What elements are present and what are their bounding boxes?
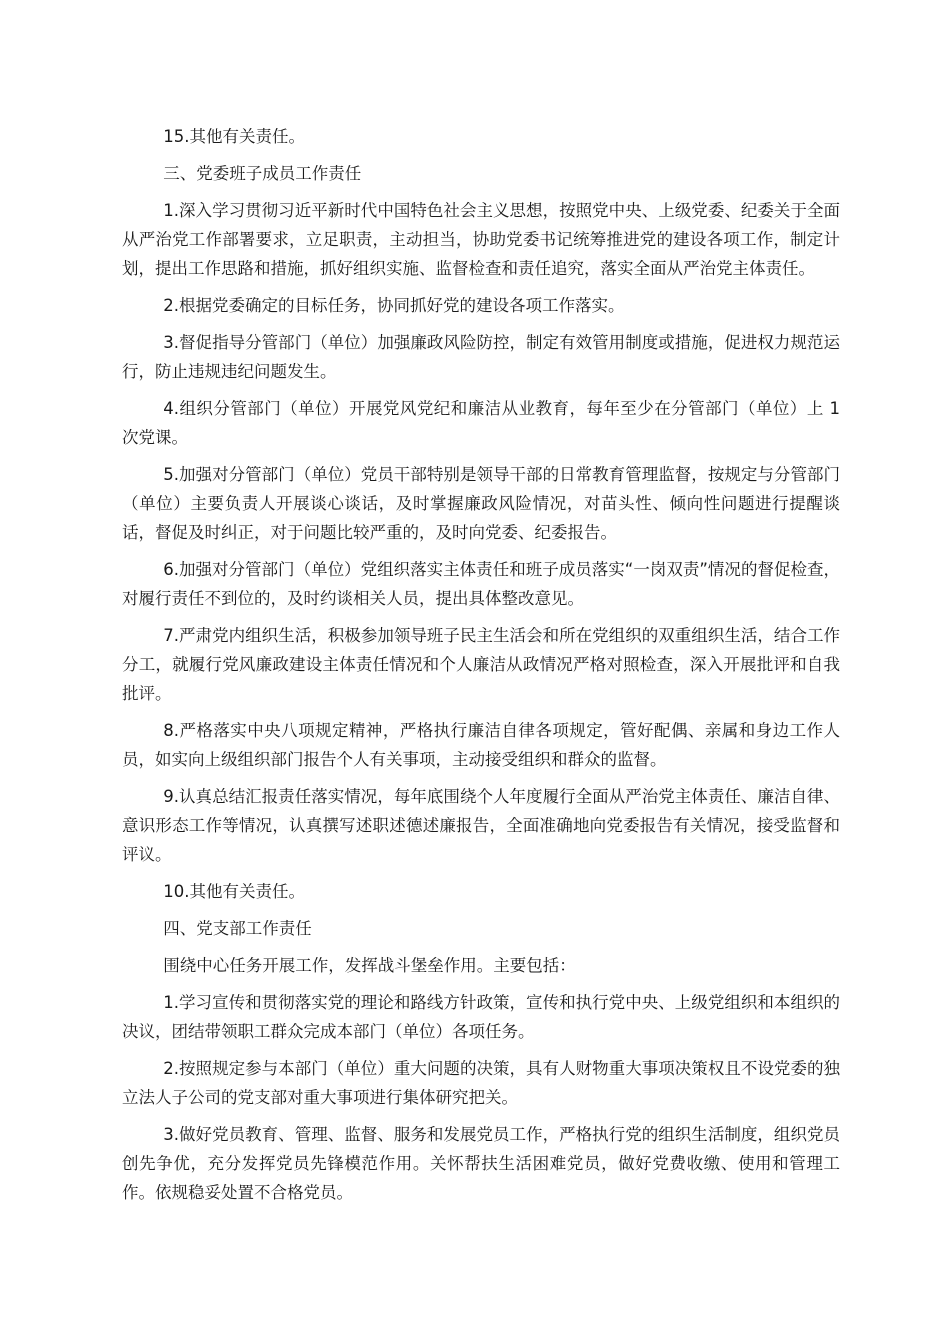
member-clause-4: 4.组织分管部门（单位）开展党风党纪和廉洁从业教育，每年至少在分管部门（单位）上 1 次党课。 — [122, 399, 840, 447]
member-clause-6: 6.加强对分管部门（单位）党组织落实主体责任和班子成员落实“一岗双责”情况的督促检查，对履行责任不到位的，及时约谈相关人员，提出具体整改意见。 — [122, 560, 840, 608]
member-clause-2: 2.根据党委确定的目标任务，协同抓好党的建设各项工作落实。 — [163, 296, 625, 315]
branch-intro: 围绕中心任务开展工作，发挥战斗堡垒作用。主要包括： — [163, 956, 576, 975]
member-clause-1: 1.深入学习贯彻习近平新时代中国特色社会主义思想，按照党中央、上级党委、纪委关于全面从严治党工作部署要求，立足职责，主动担当，协助党委书记统筹推进党的建设各项工作，制定计划，提出工作思路和措施，抓好组织实施、监督检查和责任追究，落实全面从严治党主体责任。 — [122, 201, 840, 278]
branch-clause-3: 3.做好党员教育、管理、监督、服务和发展党员工作，严格执行党的组织生活制度，组织党员创先争优，充分发挥党员先锋模范作用。关怀帮扶生活困难党员，做好党费收缴、使用和管理工作。依规稳妥处置不合格党员。 — [122, 1125, 840, 1202]
section-heading-committee-members: 三、党委班子成员工作责任 — [163, 164, 362, 183]
branch-clause-1: 1.学习宣传和贯彻落实党的理论和路线方针政策，宣传和执行党中央、上级党组织和本组织的决议，团结带领职工群众完成本部门（单位）各项任务。 — [122, 993, 840, 1041]
member-clause-3: 3.督促指导分管部门（单位）加强廉政风险防控，制定有效管用制度或措施，促进权力规范运行，防止违规违纪问题发生。 — [122, 333, 840, 381]
member-clause-5: 5.加强对分管部门（单位）党员干部特别是领导干部的日常教育管理监督，按规定与分管部门（单位）主要负责人开展谈心谈话，及时掌握廉政风险情况，对苗头性、倾向性问题进行提醒谈话，督促及时纠正，对于问题比较严重的，及时向党委、纪委报告。 — [122, 465, 840, 542]
section-heading-party-branch: 四、党支部工作责任 — [163, 919, 312, 938]
member-clause-9: 9.认真总结汇报责任落实情况，每年底围绕个人年度履行全面从严治党主体责任、廉洁自律、意识形态工作等情况，认真撰写述职述德述廉报告，全面准确地向党委报告有关情况，接受监督和评议。 — [122, 787, 840, 864]
member-clause-8: 8.严格落实中央八项规定精神，严格执行廉洁自律各项规定，管好配偶、亲属和身边工作人员，如实向上级组织部门报告个人有关事项，主动接受组织和群众的监督。 — [122, 721, 840, 769]
branch-clause-2: 2.按照规定参与本部门（单位）重大问题的决策，具有人财物重大事项决策权且不设党委的独立法人子公司的党支部对重大事项进行集体研究把关。 — [122, 1059, 840, 1107]
document-body — [122, 122, 840, 1215]
member-clause-10: 10.其他有关责任。 — [163, 882, 305, 901]
member-clause-7: 7.严肃党内组织生活，积极参加领导班子民主生活会和所在党组织的双重组织生活，结合工作分工，就履行党风廉政建设主体责任情况和个人廉洁从政情况严格对照检查，深入开展批评和自我批评。 — [122, 626, 840, 703]
clause-15-other-responsibilities: 15.其他有关责任。 — [163, 127, 305, 146]
